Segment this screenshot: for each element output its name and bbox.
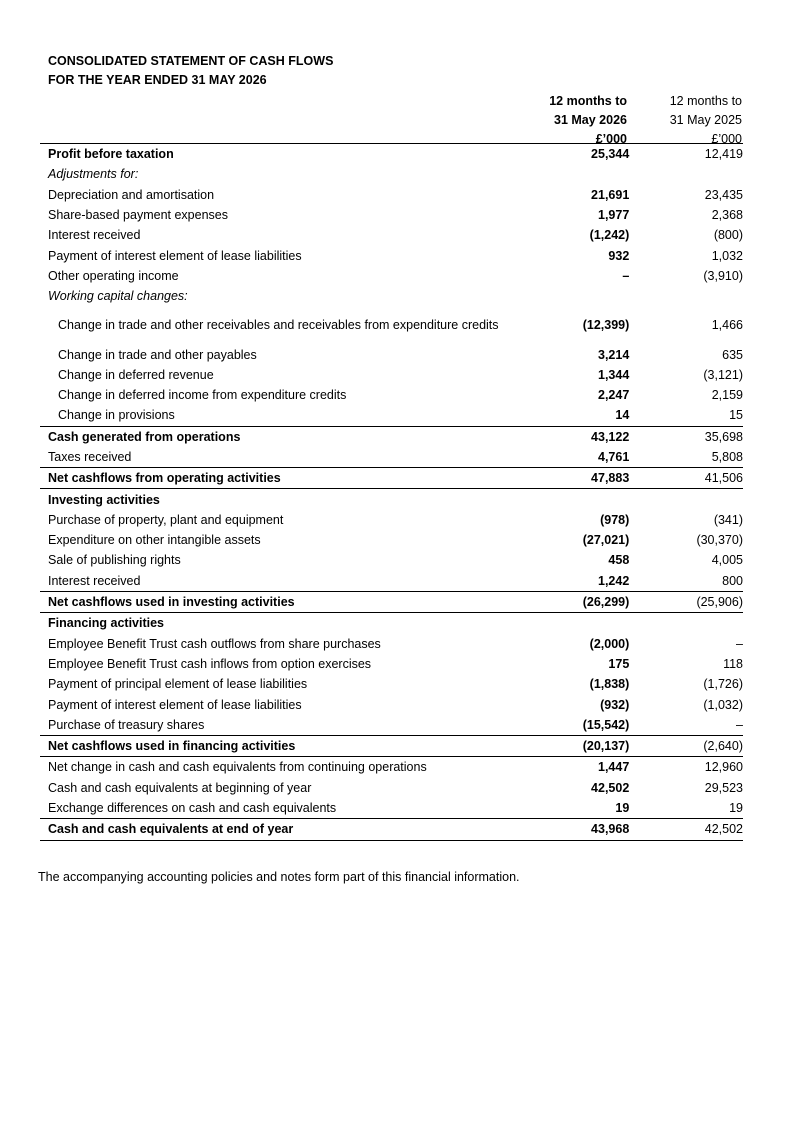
row-label: Investing activities xyxy=(40,489,505,510)
value-prior-year: 19 xyxy=(729,801,743,816)
table-row xyxy=(40,654,743,674)
table-row xyxy=(40,286,743,306)
column-header-current-unit: £’000 xyxy=(595,132,627,146)
row-label: Cash generated from operations xyxy=(40,426,505,447)
value-current-year: 458 xyxy=(608,553,630,568)
spacer-cell xyxy=(505,489,541,510)
value-prior-year: 23,435 xyxy=(704,187,743,202)
value-current-year: 47,883 xyxy=(541,468,630,489)
column-header-prior xyxy=(670,92,742,149)
table-row xyxy=(40,530,743,550)
value-prior-year: 15 xyxy=(729,408,743,423)
table-row xyxy=(40,385,743,405)
value-current-year: 1,977 xyxy=(598,208,630,223)
table-row xyxy=(40,225,743,245)
row-label: Cash and cash equivalents at end of year xyxy=(40,819,505,840)
value-current-year: (15,542) xyxy=(582,717,630,732)
column-header-current-line1: 12 months to xyxy=(549,94,627,108)
table-row xyxy=(40,819,743,840)
value-prior-year xyxy=(629,489,743,510)
value-current-year: 42,502 xyxy=(591,780,630,795)
value-prior-year: 2,159 xyxy=(711,388,743,403)
value-current-year: (27,021) xyxy=(582,533,630,548)
value-current-year: 1,447 xyxy=(541,757,630,778)
value-prior-year: 42,502 xyxy=(629,819,743,840)
row-label: Adjustments for: xyxy=(48,167,139,182)
spacer-cell xyxy=(505,306,541,344)
value-prior-year: 800 xyxy=(722,573,743,588)
spacer-cell xyxy=(505,447,541,468)
spacer-cell xyxy=(505,530,541,550)
spacer-cell xyxy=(505,385,541,405)
column-header-prior-line1: 12 months to xyxy=(669,94,742,108)
value-current-year: 21,691 xyxy=(591,187,630,202)
table-row xyxy=(40,205,743,225)
value-current-year: (1,838) xyxy=(589,677,630,692)
value-current-year: (12,399) xyxy=(582,318,630,333)
table-row xyxy=(40,426,743,447)
footnote: The accompanying accounting policies and notes form part of this financial information. xyxy=(38,870,520,884)
value-prior-year: (341) xyxy=(713,512,743,527)
value-current-year xyxy=(541,286,630,306)
table-row xyxy=(40,798,743,819)
table-row xyxy=(40,510,743,530)
statement-period: FOR THE YEAR ENDED 31 MAY 2026 xyxy=(48,73,267,87)
row-label: Change in trade and other payables xyxy=(58,347,257,362)
table-row xyxy=(40,694,743,714)
row-label: Taxes received xyxy=(48,450,132,464)
table-row xyxy=(40,550,743,570)
column-header-prior-line2: 31 May 2025 xyxy=(669,113,742,127)
value-prior-year: – xyxy=(736,636,743,651)
value-current-year: (932) xyxy=(600,697,630,712)
table-row xyxy=(40,571,743,592)
cash-flow-table-body xyxy=(40,144,743,840)
spacer-cell xyxy=(505,715,541,736)
row-label: Employee Benefit Trust cash outflows from share purchases xyxy=(48,636,381,651)
table-row xyxy=(40,591,743,612)
table-row xyxy=(40,736,743,757)
value-prior-year: (800) xyxy=(713,228,743,243)
row-label: Interest received xyxy=(48,573,141,588)
value-prior-year xyxy=(629,164,743,184)
spacer-cell xyxy=(505,365,541,385)
value-prior-year: 35,698 xyxy=(629,426,743,447)
table-row xyxy=(40,447,743,468)
value-current-year: (20,137) xyxy=(541,736,630,757)
row-label: Cash and cash equivalents at beginning of year xyxy=(48,780,312,795)
spacer-cell xyxy=(505,468,541,489)
spacer-cell xyxy=(505,426,541,447)
table-row xyxy=(40,613,743,634)
row-label: Net change in cash and cash equivalents from continuing operations xyxy=(40,757,505,778)
table-row xyxy=(40,778,743,798)
table-row xyxy=(40,489,743,510)
value-prior-year: (30,370) xyxy=(696,533,743,548)
row-label: Change in deferred income from expenditure credits xyxy=(58,388,347,403)
value-current-year: (1,242) xyxy=(589,228,630,243)
value-prior-year: 1,466 xyxy=(711,318,743,333)
value-prior-year: (1,032) xyxy=(703,697,743,712)
spacer-cell xyxy=(505,550,541,570)
table-row xyxy=(40,715,743,736)
value-prior-year: 12,419 xyxy=(704,147,743,162)
spacer-cell xyxy=(505,164,541,184)
value-current-year: 19 xyxy=(615,801,630,816)
spacer-cell xyxy=(505,634,541,654)
column-header-current-line2: 31 May 2026 xyxy=(554,113,627,127)
spacer-cell xyxy=(505,571,541,592)
spacer-cell xyxy=(505,591,541,612)
value-current-year: 1,242 xyxy=(598,573,630,588)
spacer-cell xyxy=(505,613,541,634)
table-row xyxy=(40,266,743,286)
value-prior-year: 118 xyxy=(723,656,743,671)
value-current-year: 1,344 xyxy=(598,367,630,382)
spacer-cell xyxy=(505,405,541,426)
value-current-year: (2,000) xyxy=(589,636,630,651)
table-row xyxy=(40,634,743,654)
spacer-cell xyxy=(505,510,541,530)
table-row xyxy=(40,757,743,778)
value-prior-year xyxy=(629,286,743,306)
value-prior-year: 4,005 xyxy=(711,553,743,568)
table-row xyxy=(40,185,743,205)
row-label: Purchase of property, plant and equipment xyxy=(48,512,284,527)
spacer-cell xyxy=(505,286,541,306)
row-label: Payment of interest element of lease liabilities xyxy=(48,697,302,712)
table-row xyxy=(40,164,743,184)
value-current-year xyxy=(541,613,630,634)
value-prior-year: 5,808 xyxy=(711,450,743,464)
value-current-year: 3,214 xyxy=(598,347,630,362)
row-label: Purchase of treasury shares xyxy=(48,717,205,732)
value-current-year: 43,122 xyxy=(541,426,630,447)
row-label: Change in provisions xyxy=(58,408,175,423)
value-prior-year: (25,906) xyxy=(629,591,743,612)
row-label: Profit before taxation xyxy=(48,147,174,162)
spacer-cell xyxy=(505,144,541,164)
spacer-cell xyxy=(505,185,541,205)
spacer-cell xyxy=(505,225,541,245)
spacer-cell xyxy=(505,245,541,265)
value-current-year: – xyxy=(622,268,630,283)
row-label: Exchange differences on cash and cash equivalents xyxy=(48,801,337,816)
value-prior-year: (1,726) xyxy=(703,677,743,692)
value-prior-year: 2,368 xyxy=(711,208,743,223)
value-current-year: 175 xyxy=(608,656,630,671)
row-label: Share-based payment expenses xyxy=(48,208,228,223)
table-row xyxy=(40,365,743,385)
spacer-cell xyxy=(505,819,541,840)
value-current-year xyxy=(541,489,630,510)
value-prior-year: – xyxy=(736,717,743,732)
value-current-year: 25,344 xyxy=(591,147,630,162)
spacer-cell xyxy=(505,798,541,819)
row-label: Payment of interest element of lease liabilities xyxy=(48,248,302,263)
row-label: Net cashflows from operating activities xyxy=(40,468,505,489)
row-label: Interest received xyxy=(48,228,141,243)
row-label: Change in trade and other receivables and receivables from expenditure credits xyxy=(58,318,499,333)
spacer-cell xyxy=(505,344,541,364)
value-prior-year: 29,523 xyxy=(704,780,743,795)
value-prior-year: 41,506 xyxy=(629,468,743,489)
value-current-year: 4,761 xyxy=(598,450,630,464)
spacer-cell xyxy=(505,757,541,778)
cash-flow-table xyxy=(40,144,743,841)
table-row xyxy=(40,144,743,164)
row-label: Payment of principal element of lease liabilities xyxy=(48,677,308,692)
table-row xyxy=(40,674,743,694)
value-prior-year: (3,910) xyxy=(703,268,743,283)
value-current-year xyxy=(541,164,630,184)
table-row xyxy=(40,468,743,489)
row-label: Sale of publishing rights xyxy=(48,553,181,568)
spacer-cell xyxy=(505,694,541,714)
spacer-cell xyxy=(505,205,541,225)
value-current-year: 43,968 xyxy=(541,819,630,840)
table-row xyxy=(40,344,743,364)
spacer-cell xyxy=(505,654,541,674)
value-prior-year: (2,640) xyxy=(629,736,743,757)
value-prior-year: 1,032 xyxy=(711,248,743,263)
value-current-year: 2,247 xyxy=(598,388,630,403)
value-current-year: 14 xyxy=(615,408,630,423)
spacer-cell xyxy=(505,778,541,798)
row-label: Financing activities xyxy=(40,613,505,634)
row-label: Working capital changes: xyxy=(48,289,188,304)
column-header-current xyxy=(549,92,627,149)
row-label: Depreciation and amortisation xyxy=(48,187,215,202)
row-label: Change in deferred revenue xyxy=(58,367,214,382)
value-prior-year: (3,121) xyxy=(703,367,743,382)
spacer-cell xyxy=(505,674,541,694)
table-row xyxy=(40,405,743,426)
row-label: Net cashflows used in financing activities xyxy=(40,736,505,757)
column-header-prior-unit: £’000 xyxy=(711,132,742,146)
spacer-cell xyxy=(505,266,541,286)
value-current-year: (26,299) xyxy=(541,591,630,612)
spacer-cell xyxy=(505,736,541,757)
row-label: Expenditure on other intangible assets xyxy=(48,533,261,548)
statement-title: CONSOLIDATED STATEMENT OF CASH FLOWS xyxy=(48,54,334,68)
value-prior-year: 635 xyxy=(722,347,743,362)
row-label: Other operating income xyxy=(48,268,179,283)
value-current-year: 932 xyxy=(608,248,630,263)
value-current-year: (978) xyxy=(600,512,630,527)
table-row xyxy=(40,245,743,265)
value-prior-year xyxy=(629,613,743,634)
value-prior-year: 12,960 xyxy=(629,757,743,778)
table-row xyxy=(40,306,743,344)
row-label: Employee Benefit Trust cash inflows from option exercises xyxy=(48,656,372,671)
row-label: Net cashflows used in investing activities xyxy=(40,591,505,612)
